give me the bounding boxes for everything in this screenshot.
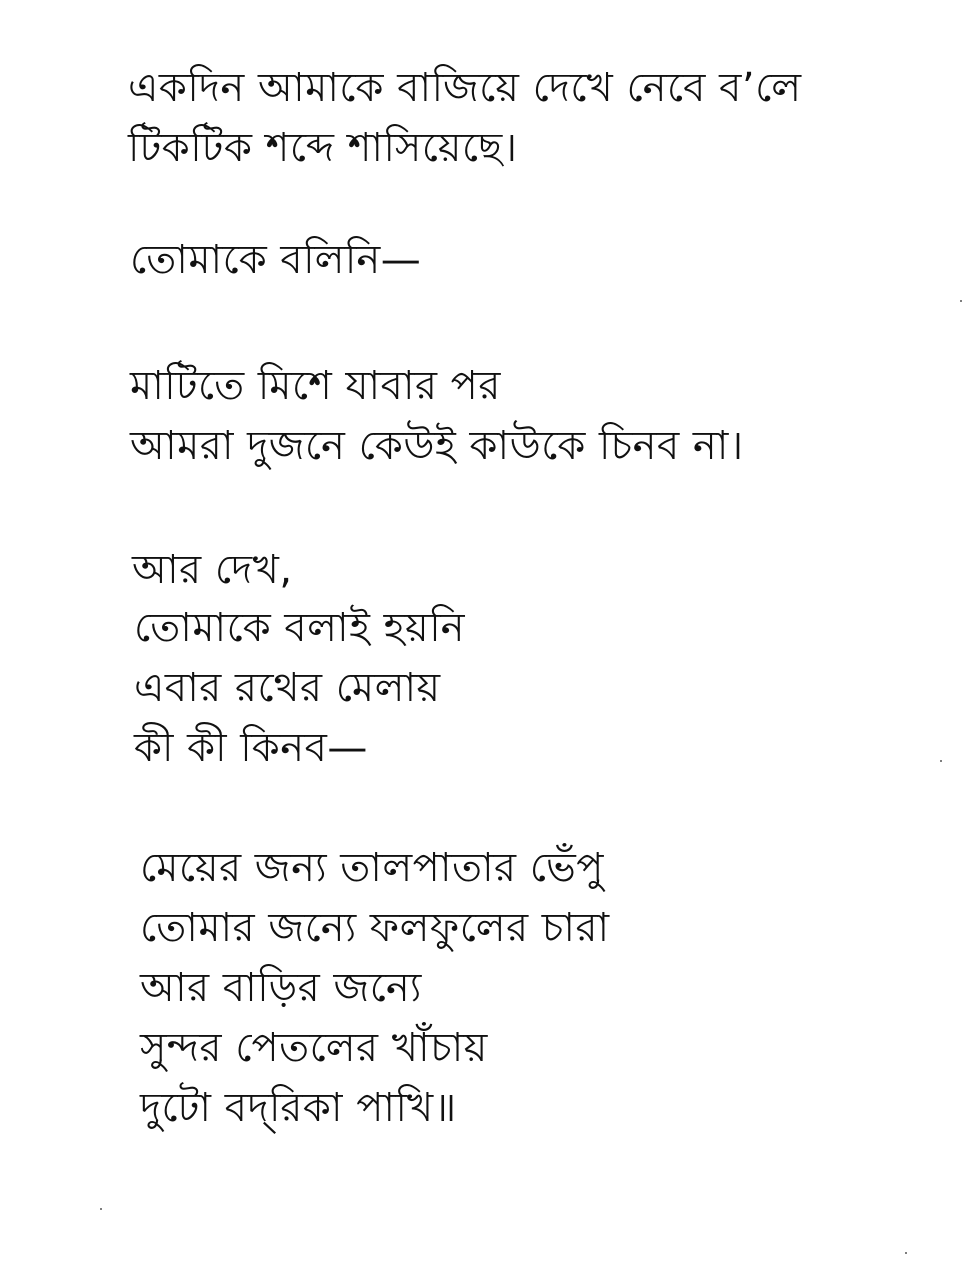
scan-speck [960, 300, 962, 302]
poem-line: তোমাকে বলিনি— [130, 237, 422, 283]
poem-line: একদিন আমাকে বাজিয়ে দেখে নেবে ব’লে [128, 65, 802, 111]
scan-speck [905, 1252, 907, 1254]
poem-line: তোমাকে বলাই হয়নি [134, 605, 466, 651]
poem-line: মেয়ের জন্য তালপাতার ভেঁপু [140, 845, 604, 891]
poem-line: এবার রথের মেলায় [134, 665, 441, 711]
poem-line: তোমার জন্যে ফলফুলের চারা [140, 905, 610, 951]
scan-speck [100, 1208, 102, 1210]
poem-line: দুটো বদ্‌রিকা পাখি॥ [140, 1085, 457, 1131]
poem-line: আর দেখ, [132, 547, 293, 593]
poem-line: টিকটিক শব্দে শাসিয়েছে। [128, 125, 518, 171]
poem-line: কী কী কিনব— [134, 725, 368, 771]
scan-speck [940, 760, 942, 762]
poem-line: আমরা দুজনে কেউই কাউকে চিনব না। [130, 423, 744, 469]
poem-line: সুন্দর পেতলের খাঁচায় [140, 1025, 488, 1071]
poem-line: আর বাড়ির জন্যে [140, 965, 422, 1011]
poem-line: মাটিতে মিশে যাবার পর [130, 363, 501, 409]
